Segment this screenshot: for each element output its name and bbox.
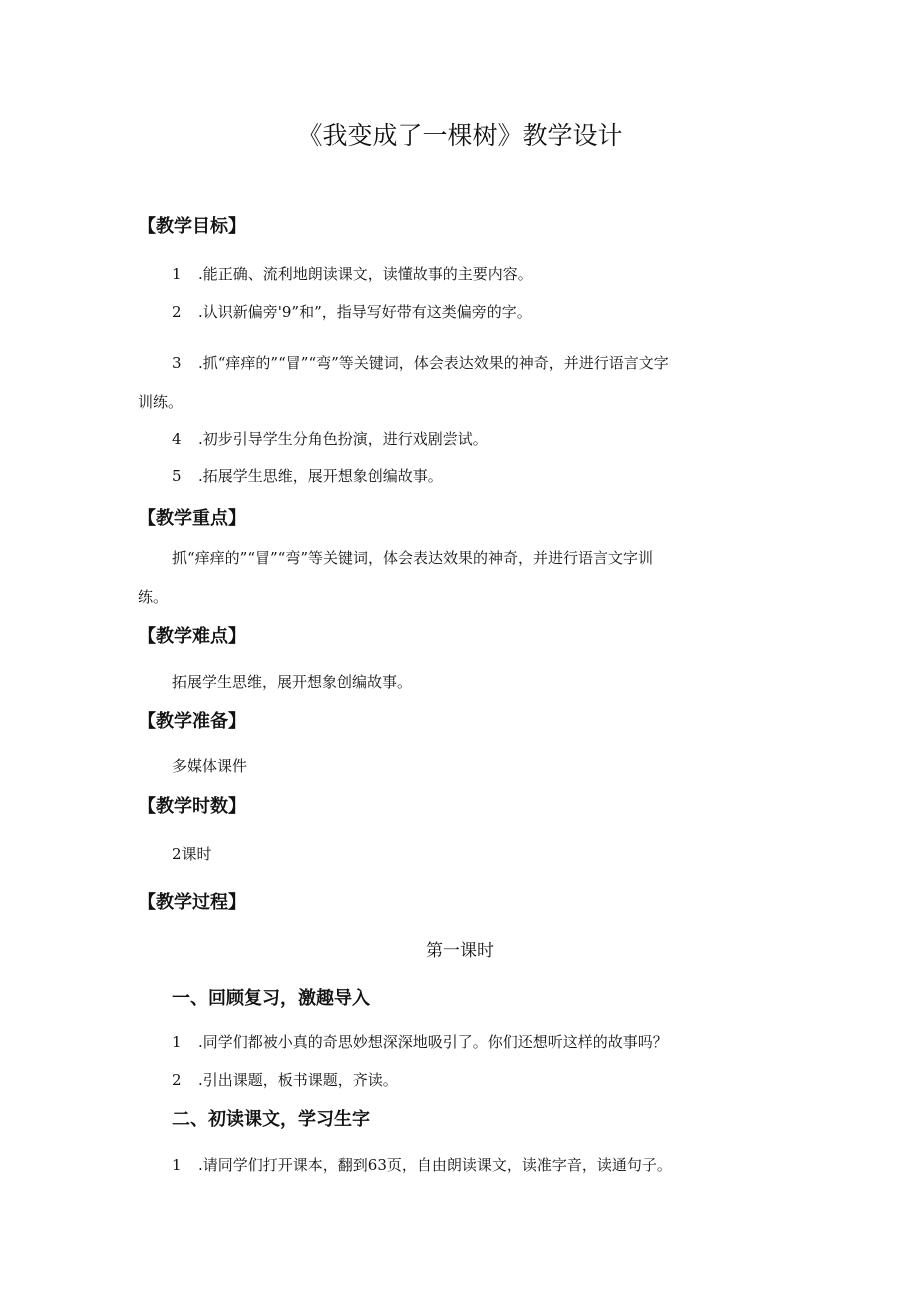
part1-item-1: [172, 1030, 668, 1054]
key-points-text-continuation: 练。: [138, 588, 169, 606]
section-heading-goals: 【教学目标】: [138, 216, 246, 237]
step-text: .同学们都被小真的奇思妙想深深地吸引了。你们还想听这样的故事吗？: [198, 1033, 668, 1051]
section-heading-difficulties: 【教学难点】: [138, 626, 246, 647]
goal-text: .抓“痒痒的”“冒”“弯”等关键词，体会表达效果的神奇，并进行语言文字: [198, 354, 669, 372]
goal-item-3: [172, 351, 669, 375]
step-number: 1: [172, 1156, 182, 1174]
step-number: 2: [172, 1071, 182, 1089]
step-text: .请同学们打开课本，翻到63页，自由朗读课文，读准字音，读通句子。: [198, 1156, 672, 1174]
section-heading-hours: 【教学时数】: [138, 796, 246, 817]
goal-number: 3: [172, 354, 182, 372]
lesson-title: 第一课时: [426, 941, 494, 961]
goal-item-3-continuation: 训练。: [138, 393, 184, 411]
difficulties-text: 拓展学生思维，展开想象创编故事。: [172, 673, 413, 691]
goal-text: .拓展学生思维，展开想象创编故事。: [198, 467, 443, 485]
goal-number: 5: [172, 467, 182, 485]
part2-heading: 二、初读课文，学习生字: [172, 1109, 370, 1130]
step-number: 1: [172, 1033, 182, 1051]
part2-item-1: [172, 1153, 672, 1177]
goal-number: 2: [172, 303, 182, 321]
part1-heading: 一、回顾复习，激趣导入: [172, 988, 370, 1009]
page-title: 《我变成了一棵树》教学设计: [297, 121, 623, 150]
goal-item-1: [172, 262, 533, 286]
section-heading-process: 【教学过程】: [138, 892, 246, 913]
goal-text: .能正确、流利地朗读课文，读懂故事的主要内容。: [198, 265, 533, 283]
goal-text: .初步引导学生分角色扮演，进行戏剧尝试。: [198, 430, 488, 448]
goal-item-2: [172, 300, 532, 324]
goal-item-4: [172, 427, 488, 451]
section-heading-preparation: 【教学准备】: [138, 711, 246, 732]
hours-text: 2课时: [172, 845, 212, 863]
goal-number: 1: [172, 265, 182, 283]
goal-number: 4: [172, 430, 182, 448]
section-heading-key-points: 【教学重点】: [138, 508, 246, 529]
key-points-text: 抓“痒痒的”“冒”“弯”等关键词，体会表达效果的神奇，并进行语言文字训: [172, 549, 654, 567]
preparation-text: 多媒体课件: [172, 757, 248, 775]
part1-item-2: [172, 1068, 398, 1092]
step-text: .引出课题，板书课题，齐读。: [198, 1071, 398, 1089]
goal-text: .认识新偏旁'9”和”，指导写好带有这类偏旁的字。: [198, 303, 532, 321]
goal-item-5: [172, 464, 443, 488]
